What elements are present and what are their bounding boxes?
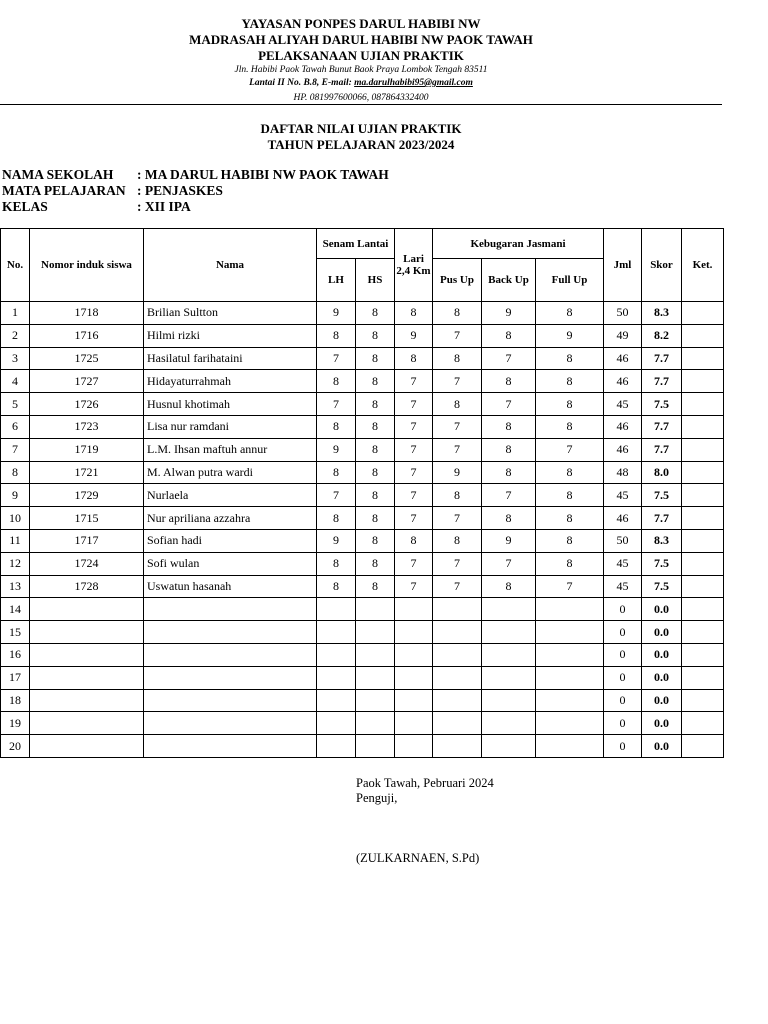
cell-nis: 1727 — [30, 370, 144, 393]
cell-back — [482, 666, 536, 689]
cell-nis — [30, 666, 144, 689]
cell-hs — [356, 621, 395, 644]
cell-ket — [682, 666, 724, 689]
cell-lari — [395, 643, 433, 666]
cell-jml: 0 — [604, 598, 642, 621]
cell-pus: 8 — [433, 302, 482, 325]
cell-nama: Brilian Sultton — [144, 302, 317, 325]
cell-back: 8 — [482, 507, 536, 530]
cell-no: 11 — [1, 529, 30, 552]
cell-full: 8 — [536, 507, 604, 530]
header-nis: Nomor induk siswa — [30, 229, 144, 302]
cell-nis: 1724 — [30, 552, 144, 575]
table-row — [1, 575, 724, 598]
cell-back: 7 — [482, 484, 536, 507]
cell-back — [482, 735, 536, 758]
cell-pus — [433, 666, 482, 689]
header-full-up: Full Up — [536, 259, 604, 302]
cell-nama: L.M. Ihsan maftuh annur — [144, 438, 317, 461]
header-lh: LH — [317, 259, 356, 302]
cell-full — [536, 643, 604, 666]
cell-lh: 7 — [317, 484, 356, 507]
cell-nis: 1716 — [30, 324, 144, 347]
cell-nis: 1715 — [30, 507, 144, 530]
cell-back — [482, 643, 536, 666]
cell-back: 8 — [482, 461, 536, 484]
address-line-2 — [0, 77, 722, 89]
cell-full: 7 — [536, 575, 604, 598]
cell-skor: 7.7 — [642, 415, 682, 438]
cell-jml: 50 — [604, 302, 642, 325]
table-row — [1, 484, 724, 507]
cell-no: 7 — [1, 438, 30, 461]
cell-lh — [317, 689, 356, 712]
cell-lari: 7 — [395, 438, 433, 461]
cell-skor: 0.0 — [642, 643, 682, 666]
cell-full — [536, 712, 604, 735]
address-floor: Lantai II No. B.8, E-mail: — [249, 78, 355, 88]
cell-lh — [317, 598, 356, 621]
cell-hs — [356, 643, 395, 666]
signature-place-date: Paok Tawah, Pebruari 2024 — [356, 776, 494, 790]
cell-nis — [30, 712, 144, 735]
meta-class-value: : XII IPA — [137, 199, 191, 214]
cell-no: 4 — [1, 370, 30, 393]
cell-skor: 0.0 — [642, 666, 682, 689]
cell-pus: 7 — [433, 438, 482, 461]
cell-nis — [30, 621, 144, 644]
cell-ket — [682, 484, 724, 507]
cell-jml: 48 — [604, 461, 642, 484]
cell-pus: 8 — [433, 529, 482, 552]
cell-back: 8 — [482, 370, 536, 393]
cell-lari — [395, 712, 433, 735]
cell-lari: 7 — [395, 484, 433, 507]
cell-nama: Sofi wulan — [144, 552, 317, 575]
cell-pus: 7 — [433, 415, 482, 438]
cell-back — [482, 712, 536, 735]
cell-nis: 1729 — [30, 484, 144, 507]
cell-pus — [433, 598, 482, 621]
cell-hs: 8 — [356, 529, 395, 552]
table-row — [1, 438, 724, 461]
cell-pus — [433, 643, 482, 666]
cell-no: 9 — [1, 484, 30, 507]
cell-pus — [433, 712, 482, 735]
cell-lari: 8 — [395, 347, 433, 370]
cell-lari: 7 — [395, 415, 433, 438]
cell-pus: 8 — [433, 484, 482, 507]
cell-nama: Nurlaela — [144, 484, 317, 507]
cell-back: 7 — [482, 393, 536, 416]
cell-skor: 0.0 — [642, 735, 682, 758]
cell-nis: 1718 — [30, 302, 144, 325]
header-skor: Skor — [642, 229, 682, 302]
cell-back: 7 — [482, 347, 536, 370]
cell-pus: 7 — [433, 507, 482, 530]
header-ket: Ket. — [682, 229, 724, 302]
cell-hs: 8 — [356, 461, 395, 484]
cell-ket — [682, 552, 724, 575]
table-row — [1, 302, 724, 325]
cell-lari: 7 — [395, 370, 433, 393]
cell-jml: 46 — [604, 347, 642, 370]
table-row — [1, 529, 724, 552]
cell-hs: 8 — [356, 370, 395, 393]
cell-nama: Hilmi rizki — [144, 324, 317, 347]
cell-nama: Hasilatul farihataini — [144, 347, 317, 370]
cell-back: 8 — [482, 324, 536, 347]
document-title: DAFTAR NILAI UJIAN PRAKTIK — [260, 121, 462, 136]
cell-hs — [356, 598, 395, 621]
cell-pus: 8 — [433, 393, 482, 416]
cell-no: 15 — [1, 621, 30, 644]
cell-nama — [144, 666, 317, 689]
cell-pus: 8 — [433, 347, 482, 370]
cell-jml: 46 — [604, 370, 642, 393]
cell-nama: Lisa nur ramdani — [144, 415, 317, 438]
table-row — [1, 735, 724, 758]
cell-nama — [144, 735, 317, 758]
cell-nama: Uswatun hasanah — [144, 575, 317, 598]
cell-no: 5 — [1, 393, 30, 416]
cell-no: 20 — [1, 735, 30, 758]
cell-pus — [433, 735, 482, 758]
cell-lh — [317, 712, 356, 735]
meta-subject-label: MATA PELAJARAN — [2, 183, 126, 198]
cell-hs: 8 — [356, 302, 395, 325]
cell-lh: 7 — [317, 393, 356, 416]
cell-hs: 8 — [356, 575, 395, 598]
cell-full — [536, 598, 604, 621]
cell-no: 18 — [1, 689, 30, 712]
cell-nama — [144, 598, 317, 621]
cell-hs: 8 — [356, 347, 395, 370]
cell-skor: 7.5 — [642, 393, 682, 416]
cell-ket — [682, 347, 724, 370]
table-row — [1, 393, 724, 416]
cell-no: 1 — [1, 302, 30, 325]
cell-ket — [682, 712, 724, 735]
cell-lh: 9 — [317, 438, 356, 461]
cell-pus — [433, 621, 482, 644]
cell-pus: 7 — [433, 324, 482, 347]
cell-full — [536, 735, 604, 758]
cell-lh: 8 — [317, 552, 356, 575]
cell-no: 3 — [1, 347, 30, 370]
table-row — [1, 324, 724, 347]
meta-school-value: : MA DARUL HABIBI NW PAOK TAWAH — [137, 167, 389, 182]
cell-jml: 0 — [604, 689, 642, 712]
table-row — [1, 712, 724, 735]
cell-back — [482, 621, 536, 644]
cell-jml: 45 — [604, 552, 642, 575]
cell-ket — [682, 370, 724, 393]
cell-back: 9 — [482, 529, 536, 552]
cell-full: 8 — [536, 302, 604, 325]
cell-pus: 7 — [433, 370, 482, 393]
cell-jml: 46 — [604, 438, 642, 461]
table-row — [1, 689, 724, 712]
header-hs: HS — [356, 259, 395, 302]
cell-jml: 0 — [604, 735, 642, 758]
cell-nis — [30, 689, 144, 712]
cell-jml: 45 — [604, 484, 642, 507]
cell-full — [536, 666, 604, 689]
cell-jml: 46 — [604, 415, 642, 438]
cell-hs: 8 — [356, 507, 395, 530]
cell-back: 8 — [482, 575, 536, 598]
cell-lari: 7 — [395, 575, 433, 598]
cell-nama: Sofian hadi — [144, 529, 317, 552]
cell-ket — [682, 507, 724, 530]
cell-lh — [317, 621, 356, 644]
cell-lari: 9 — [395, 324, 433, 347]
signature-role: Penguji, — [356, 791, 398, 805]
header-senam-lantai: Senam Lantai — [317, 229, 395, 259]
table-body — [1, 302, 724, 758]
cell-no: 2 — [1, 324, 30, 347]
cell-lari — [395, 689, 433, 712]
cell-full: 8 — [536, 484, 604, 507]
cell-full: 8 — [536, 529, 604, 552]
cell-lari: 7 — [395, 507, 433, 530]
cell-nama — [144, 621, 317, 644]
cell-skor: 8.3 — [642, 529, 682, 552]
cell-pus — [433, 689, 482, 712]
meta-school-label: NAMA SEKOLAH — [2, 167, 114, 182]
cell-nis — [30, 735, 144, 758]
cell-skor: 7.5 — [642, 575, 682, 598]
header-pus-up: Pus Up — [433, 259, 482, 302]
cell-nama — [144, 643, 317, 666]
cell-skor: 8.2 — [642, 324, 682, 347]
cell-no: 10 — [1, 507, 30, 530]
cell-ket — [682, 438, 724, 461]
cell-skor: 8.0 — [642, 461, 682, 484]
cell-no: 17 — [1, 666, 30, 689]
cell-ket — [682, 461, 724, 484]
table-row — [1, 598, 724, 621]
cell-hs — [356, 735, 395, 758]
cell-back — [482, 689, 536, 712]
cell-no: 12 — [1, 552, 30, 575]
header-nama: Nama — [144, 229, 317, 302]
cell-pus: 7 — [433, 552, 482, 575]
table-row — [1, 552, 724, 575]
cell-full: 8 — [536, 415, 604, 438]
cell-ket — [682, 302, 724, 325]
cell-skor: 0.0 — [642, 598, 682, 621]
cell-jml: 50 — [604, 529, 642, 552]
cell-lh — [317, 666, 356, 689]
cell-lh: 8 — [317, 507, 356, 530]
academic-year: TAHUN PELAJARAN 2023/2024 — [267, 137, 455, 152]
cell-hs: 8 — [356, 324, 395, 347]
cell-no: 19 — [1, 712, 30, 735]
table-row — [1, 370, 724, 393]
cell-nis: 1728 — [30, 575, 144, 598]
cell-hs: 8 — [356, 484, 395, 507]
signature-name: (ZULKARNAEN, S.Pd) — [356, 851, 480, 865]
cell-nama: M. Alwan putra wardi — [144, 461, 317, 484]
header-divider — [0, 104, 722, 105]
meta-class-label: KELAS — [2, 199, 48, 214]
cell-lh: 8 — [317, 324, 356, 347]
cell-hs — [356, 712, 395, 735]
cell-full: 8 — [536, 393, 604, 416]
cell-skor: 7.7 — [642, 347, 682, 370]
cell-jml: 45 — [604, 575, 642, 598]
cell-skor: 7.5 — [642, 484, 682, 507]
exam-title: PELAKSANAAN UJIAN PRAKTIK — [258, 48, 464, 63]
cell-skor: 8.3 — [642, 302, 682, 325]
cell-hs: 8 — [356, 415, 395, 438]
cell-nis: 1717 — [30, 529, 144, 552]
cell-nis: 1721 — [30, 461, 144, 484]
cell-ket — [682, 529, 724, 552]
cell-lh: 8 — [317, 415, 356, 438]
cell-jml: 45 — [604, 393, 642, 416]
cell-back: 8 — [482, 438, 536, 461]
cell-full: 9 — [536, 324, 604, 347]
cell-skor: 7.7 — [642, 507, 682, 530]
cell-pus: 9 — [433, 461, 482, 484]
cell-jml: 0 — [604, 666, 642, 689]
cell-ket — [682, 575, 724, 598]
table-row — [1, 621, 724, 644]
cell-jml: 0 — [604, 643, 642, 666]
meta-school — [2, 167, 389, 183]
cell-nama: Nur apriliana azzahra — [144, 507, 317, 530]
table-row — [1, 666, 724, 689]
cell-nama — [144, 712, 317, 735]
cell-ket — [682, 415, 724, 438]
table-row — [1, 507, 724, 530]
cell-lari: 7 — [395, 461, 433, 484]
foundation-name: YAYASAN PONPES DARUL HABIBI NW — [241, 16, 481, 31]
cell-pus: 7 — [433, 575, 482, 598]
cell-jml: 0 — [604, 621, 642, 644]
cell-ket — [682, 621, 724, 644]
cell-ket — [682, 324, 724, 347]
table-row — [1, 347, 724, 370]
cell-hs — [356, 689, 395, 712]
cell-lh — [317, 643, 356, 666]
cell-lh: 8 — [317, 370, 356, 393]
cell-skor: 7.7 — [642, 370, 682, 393]
cell-ket — [682, 598, 724, 621]
header-lari: Lari 2,4 Km — [395, 229, 433, 302]
cell-lh: 9 — [317, 302, 356, 325]
school-address: Jln. Habibi Paok Tawah Bunut Baok Praya Lombok Tengah 83511 — [234, 65, 488, 75]
cell-lh: 9 — [317, 529, 356, 552]
cell-skor: 0.0 — [642, 689, 682, 712]
cell-full: 8 — [536, 552, 604, 575]
cell-lari — [395, 735, 433, 758]
cell-lari — [395, 666, 433, 689]
cell-lh: 8 — [317, 575, 356, 598]
cell-nis: 1725 — [30, 347, 144, 370]
cell-full: 8 — [536, 370, 604, 393]
cell-lari: 7 — [395, 552, 433, 575]
cell-skor: 7.5 — [642, 552, 682, 575]
cell-ket — [682, 689, 724, 712]
cell-lh: 8 — [317, 461, 356, 484]
grades-table — [0, 228, 724, 758]
cell-hs: 8 — [356, 552, 395, 575]
cell-full: 8 — [536, 347, 604, 370]
cell-ket — [682, 735, 724, 758]
cell-lari — [395, 621, 433, 644]
cell-skor: 0.0 — [642, 621, 682, 644]
cell-no: 14 — [1, 598, 30, 621]
cell-nama: Husnul khotimah — [144, 393, 317, 416]
cell-no: 8 — [1, 461, 30, 484]
cell-lari: 8 — [395, 302, 433, 325]
cell-lari — [395, 598, 433, 621]
header-back-up: Back Up — [482, 259, 536, 302]
cell-hs: 8 — [356, 393, 395, 416]
cell-nis — [30, 598, 144, 621]
table-row — [1, 643, 724, 666]
cell-full — [536, 689, 604, 712]
cell-lari: 7 — [395, 393, 433, 416]
cell-back: 8 — [482, 415, 536, 438]
cell-nis: 1726 — [30, 393, 144, 416]
cell-full — [536, 621, 604, 644]
table-row — [1, 461, 724, 484]
cell-back — [482, 598, 536, 621]
cell-lh — [317, 735, 356, 758]
cell-jml: 49 — [604, 324, 642, 347]
meta-class — [2, 199, 191, 215]
cell-lari: 8 — [395, 529, 433, 552]
cell-ket — [682, 393, 724, 416]
table-row — [1, 415, 724, 438]
header-jml: Jml — [604, 229, 642, 302]
cell-nis: 1719 — [30, 438, 144, 461]
cell-no: 16 — [1, 643, 30, 666]
cell-jml: 0 — [604, 712, 642, 735]
email-link[interactable]: ma.darulhabibi95@gmail.com — [354, 78, 473, 88]
cell-nis: 1723 — [30, 415, 144, 438]
cell-full: 7 — [536, 438, 604, 461]
cell-hs: 8 — [356, 438, 395, 461]
meta-subject — [2, 183, 223, 199]
cell-nis — [30, 643, 144, 666]
header-no: No. — [1, 229, 30, 302]
school-name: MADRASAH ALIYAH DARUL HABIBI NW PAOK TAWAH — [189, 32, 533, 47]
cell-nama — [144, 689, 317, 712]
cell-back: 7 — [482, 552, 536, 575]
cell-skor: 0.0 — [642, 712, 682, 735]
cell-ket — [682, 643, 724, 666]
cell-lh: 7 — [317, 347, 356, 370]
cell-no: 13 — [1, 575, 30, 598]
cell-skor: 7.7 — [642, 438, 682, 461]
meta-subject-value: : PENJASKES — [137, 183, 223, 198]
phone-numbers: HP. 081997600066, 087864332400 — [293, 93, 429, 103]
cell-back: 9 — [482, 302, 536, 325]
cell-jml: 46 — [604, 507, 642, 530]
header-kebugaran: Kebugaran Jasmani — [433, 229, 604, 259]
cell-full: 8 — [536, 461, 604, 484]
cell-nama: Hidayaturrahmah — [144, 370, 317, 393]
cell-hs — [356, 666, 395, 689]
cell-no: 6 — [1, 415, 30, 438]
